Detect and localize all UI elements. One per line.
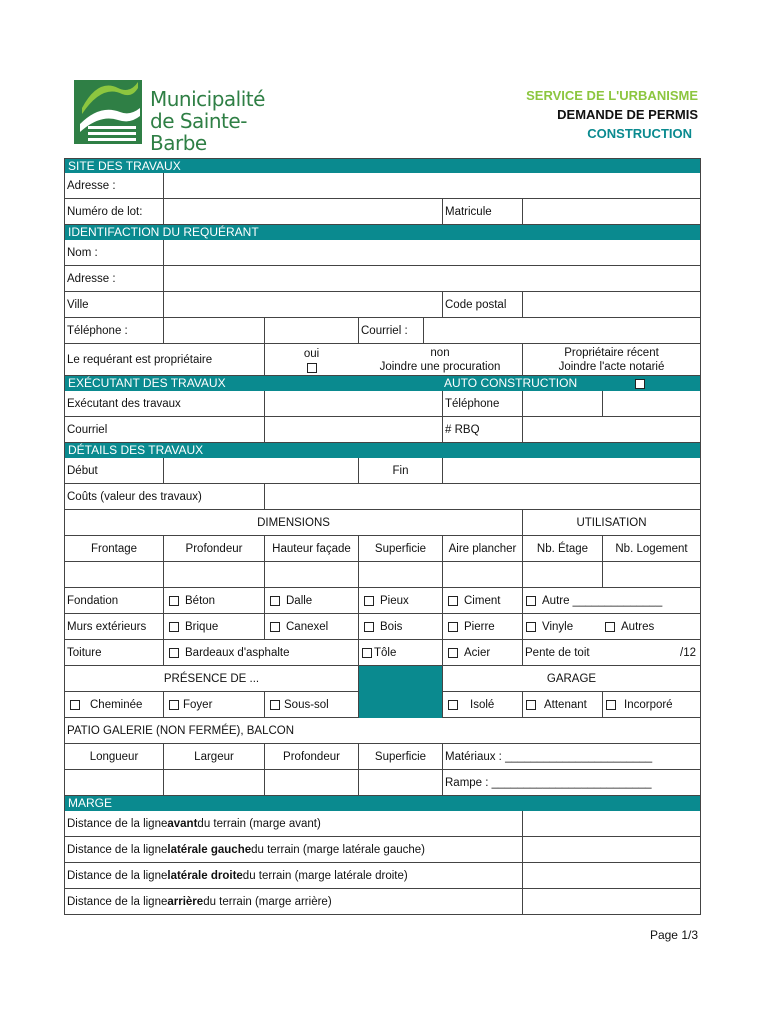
checkbox-ciment-icon[interactable] <box>448 596 458 606</box>
permit-form <box>64 158 701 915</box>
option-foyer[interactable] <box>163 692 264 717</box>
row-fondation <box>64 588 701 614</box>
label-soussol: Sous-sol <box>284 698 329 711</box>
label-proprietaire: Le requérant est propriétaire <box>67 353 213 366</box>
label-recent: Propriétaire récent <box>564 346 659 359</box>
field-marge-arriere[interactable] <box>522 889 700 914</box>
field-lot[interactable] <box>163 199 442 224</box>
label-nom: Nom : <box>67 246 98 259</box>
row-couts <box>64 484 701 510</box>
row-patio-headers <box>64 744 701 770</box>
label-patio: PATIO GALERIE (NON FERMÉE), BALCON <box>67 724 295 737</box>
option-ciment[interactable] <box>442 588 522 613</box>
option-isole[interactable] <box>442 692 522 717</box>
section-marge: MARGE <box>64 796 701 811</box>
checkbox-bois-icon[interactable] <box>364 622 374 632</box>
label-autre: Autre ______________ <box>542 594 663 607</box>
label-profondeur: Profondeur <box>163 536 264 561</box>
checkbox-pierre-icon[interactable] <box>448 622 458 632</box>
label-procuration: Joindre une procuration <box>379 360 501 373</box>
section-site: SITE DES TRAVAUX <box>64 158 701 173</box>
field-aire[interactable] <box>442 562 522 587</box>
label-non: non <box>430 346 450 359</box>
auto-construction-checkbox[interactable] <box>633 376 653 391</box>
option-dalle[interactable] <box>264 588 358 613</box>
demande-title: DEMANDE DE PERMIS <box>557 107 698 122</box>
label-req-adresse: Adresse : <box>67 272 116 285</box>
field-logement[interactable] <box>602 562 700 587</box>
label-toiture: Toiture <box>67 646 102 659</box>
option-tole[interactable] <box>358 640 442 665</box>
row-lot <box>64 199 701 225</box>
label-brique: Brique <box>185 620 219 633</box>
field-telephone[interactable] <box>163 318 264 343</box>
field-rampe[interactable]: Rampe : _________________________ <box>442 770 700 795</box>
row-marge-arriere <box>64 889 701 915</box>
option-acier[interactable] <box>442 640 522 665</box>
label-cheminee: Cheminée <box>90 698 143 711</box>
checkbox-dalle-icon[interactable] <box>270 596 280 606</box>
row-debut-fin <box>64 458 701 484</box>
checkbox-cheminee-icon[interactable] <box>70 700 80 710</box>
label-executant: Exécutant des travaux <box>67 397 181 410</box>
row-murs <box>64 614 701 640</box>
label-superficie: Superficie <box>358 536 442 561</box>
field-profondeur[interactable] <box>163 562 264 587</box>
checkbox-oui-icon[interactable] <box>307 363 317 373</box>
label-oui: oui <box>303 347 320 360</box>
field-superficie[interactable] <box>358 562 442 587</box>
option-attenant[interactable] <box>522 692 602 717</box>
row-site-adresse <box>64 173 701 199</box>
field-fin[interactable] <box>442 458 700 483</box>
section-executant <box>64 376 701 391</box>
field-debut[interactable] <box>163 458 358 483</box>
label-largeur: Largeur <box>163 744 264 769</box>
row-proprietaire <box>64 344 701 376</box>
row-telephone <box>64 318 701 344</box>
option-bois[interactable] <box>358 614 442 639</box>
permit-type: CONSTRUCTION <box>587 126 692 141</box>
checkbox-autres-icon[interactable] <box>605 622 615 632</box>
page-number: Page 1/3 <box>649 928 698 942</box>
checkbox-tole-icon[interactable] <box>362 648 372 658</box>
field-profondeur2[interactable] <box>264 770 358 795</box>
label-dalle: Dalle <box>286 594 313 607</box>
option-autre[interactable] <box>522 588 700 613</box>
checkbox-beton-icon[interactable] <box>169 596 179 606</box>
row-marge-droite <box>64 863 701 889</box>
option-beton[interactable] <box>163 588 264 613</box>
row-ville <box>64 292 701 318</box>
label-superficie2: Superficie <box>358 744 442 769</box>
label-logement: Nb. Logement <box>602 536 700 561</box>
label-bardeaux: Bardeaux d'asphalte <box>185 646 290 659</box>
label-marge-gauche: Distance de la ligne latérale gauche du terrain (marge latérale gauche) <box>67 843 425 856</box>
label-telephone: Téléphone : <box>67 324 128 337</box>
checkbox-isole-icon[interactable] <box>448 700 458 710</box>
option-incorpore[interactable] <box>602 692 700 717</box>
field-exec-telephone[interactable] <box>522 391 602 416</box>
teal-separator <box>358 666 442 718</box>
label-pente: Pente de toit <box>522 640 602 665</box>
field-hauteur[interactable] <box>264 562 358 587</box>
row-presence-garage <box>64 666 701 692</box>
label-etage: Nb. Étage <box>522 536 602 561</box>
label-hauteur: Hauteur façade <box>264 536 358 561</box>
row-exec-courriel <box>64 417 701 443</box>
row-patio-values <box>64 770 701 796</box>
label-aire: Aire plancher <box>442 536 522 561</box>
label-debut: Début <box>67 464 98 477</box>
option-pieux[interactable] <box>358 588 442 613</box>
label-beton: Béton <box>185 594 216 607</box>
checkbox-soussol-icon[interactable] <box>270 700 280 710</box>
section-requerant: IDENTIFACTION DU REQUÉRANT <box>64 225 701 240</box>
option-oui[interactable] <box>264 344 358 375</box>
row-nom <box>64 240 701 266</box>
row-marge-avant <box>64 811 701 837</box>
label-frontage: Frontage <box>90 542 138 555</box>
label-incorpore: Incorporé <box>624 698 673 711</box>
label-acier: Acier <box>464 646 491 659</box>
field-ville[interactable] <box>163 292 442 317</box>
option-bardeaux[interactable] <box>163 640 358 665</box>
row-toiture <box>64 640 701 666</box>
field-rbq[interactable] <box>522 417 700 442</box>
label-pieux: Pieux <box>380 594 409 607</box>
row-dim-util <box>64 510 701 536</box>
field-site-adresse[interactable] <box>163 173 700 198</box>
row-req-adresse <box>64 266 701 292</box>
row-marge-gauche <box>64 837 701 863</box>
checkbox-vinyle-icon[interactable] <box>526 622 536 632</box>
label-auto-construction: AUTO CONSTRUCTION <box>444 376 578 390</box>
label-foyer: Foyer <box>183 698 213 711</box>
row-patio <box>64 718 701 744</box>
label-autres: Autres <box>621 620 655 633</box>
label-garage: GARAGE <box>442 666 700 691</box>
option-pierre[interactable] <box>442 614 522 639</box>
label-fin: Fin <box>358 458 442 483</box>
label-bois: Bois <box>380 620 403 633</box>
field-matricule[interactable] <box>522 199 700 224</box>
checkbox-incorpore-icon[interactable] <box>606 700 616 710</box>
label-rbq: # RBQ <box>442 417 522 442</box>
logo-text <box>150 88 302 154</box>
row-dim-headers <box>64 536 701 562</box>
field-telephone-ext[interactable] <box>264 318 358 343</box>
field-largeur[interactable] <box>163 770 264 795</box>
label-matricule: Matricule <box>442 199 522 224</box>
label-murs: Murs extérieurs <box>67 620 147 633</box>
label-marge-arriere: Distance de la ligne arrière du terrain (marge arrière) <box>67 895 332 908</box>
label-marge-droite: Distance de la ligne latérale droite du terrain (marge latérale droite) <box>67 869 408 882</box>
field-exec-courriel[interactable] <box>264 417 442 442</box>
field-marge-gauche[interactable] <box>522 837 700 862</box>
field-frontage[interactable] <box>65 562 163 587</box>
field-etage[interactable] <box>522 562 602 587</box>
checkbox-pieux-icon[interactable] <box>364 596 374 606</box>
label-isole: Isolé <box>470 698 495 711</box>
row-dim-values <box>64 562 701 588</box>
field-pente[interactable]: /12 <box>680 646 696 659</box>
checkbox-attenant-icon[interactable] <box>526 700 536 710</box>
option-vinyle[interactable] <box>522 614 602 639</box>
label-fondation: Fondation <box>67 594 119 607</box>
label-attenant: Attenant <box>544 698 587 711</box>
label-ciment: Ciment <box>464 594 501 607</box>
checkbox-autre-icon[interactable] <box>526 596 536 606</box>
label-courriel: Courriel : <box>358 318 423 343</box>
label-vinyle: Vinyle <box>542 620 574 633</box>
label-executant-title: EXÉCUTANT DES TRAVAUX <box>68 376 226 390</box>
label-profondeur2: Profondeur <box>264 744 358 769</box>
checkbox-canexel-icon[interactable] <box>270 622 280 632</box>
label-longueur: Longueur <box>89 750 139 763</box>
checkbox-acier-icon[interactable] <box>448 648 458 658</box>
field-courriel[interactable] <box>423 318 700 343</box>
field-code-postal[interactable] <box>522 292 700 317</box>
section-details: DÉTAILS DES TRAVAUX <box>64 443 701 458</box>
checkbox-bardeaux-icon[interactable] <box>169 648 179 658</box>
field-marge-droite[interactable] <box>522 863 700 888</box>
label-pierre: Pierre <box>464 620 495 633</box>
option-autres[interactable] <box>602 614 700 639</box>
label-canexel: Canexel <box>286 620 329 633</box>
service-title: SERVICE DE L'URBANISME <box>526 88 698 103</box>
field-req-adresse[interactable] <box>163 266 700 291</box>
label-site-adresse: Adresse : <box>67 179 116 192</box>
field-materiaux[interactable]: Matériaux : _______________________ <box>442 744 700 769</box>
field-exec-telephone-2[interactable] <box>602 391 700 416</box>
label-marge-avant: Distance de la ligne avant du terrain (marge avant) <box>67 817 321 830</box>
field-superficie2[interactable] <box>358 770 442 795</box>
field-longueur[interactable] <box>65 770 163 795</box>
label-dimensions: DIMENSIONS <box>257 516 330 529</box>
label-presence: PRÉSENCE DE ... <box>163 672 260 685</box>
option-cheminee[interactable] <box>65 692 163 717</box>
checkbox-brique-icon[interactable] <box>169 622 179 632</box>
field-couts[interactable] <box>264 484 700 509</box>
label-lot: Numéro de lot: <box>67 205 143 218</box>
label-notarie: Joindre l'acte notarié <box>558 360 665 373</box>
label-exec-telephone: Téléphone <box>442 391 522 416</box>
field-marge-avant[interactable] <box>522 811 700 836</box>
option-canexel[interactable] <box>264 614 358 639</box>
label-exec-courriel: Courriel <box>67 423 108 436</box>
label-utilisation: UTILISATION <box>522 510 700 535</box>
municipality-logo <box>72 74 302 155</box>
option-recent[interactable] <box>522 344 700 375</box>
logo-line2: de Sainte-Barbe <box>150 109 247 155</box>
label-code-postal: Code postal <box>442 292 522 317</box>
option-soussol[interactable] <box>264 692 358 717</box>
field-executant[interactable] <box>264 391 442 416</box>
option-brique[interactable] <box>163 614 264 639</box>
option-non[interactable] <box>358 344 522 375</box>
checkbox-auto-icon[interactable] <box>635 379 645 389</box>
label-couts: Coûts (valeur des travaux) <box>67 490 202 503</box>
label-tole: Tôle <box>374 646 397 659</box>
checkbox-foyer-icon[interactable] <box>169 700 179 710</box>
field-nom[interactable] <box>163 240 700 265</box>
row-executant <box>64 391 701 417</box>
label-ville: Ville <box>67 298 89 311</box>
logo-line1: Municipalité <box>150 87 265 111</box>
logo-emblem-icon <box>72 74 146 148</box>
